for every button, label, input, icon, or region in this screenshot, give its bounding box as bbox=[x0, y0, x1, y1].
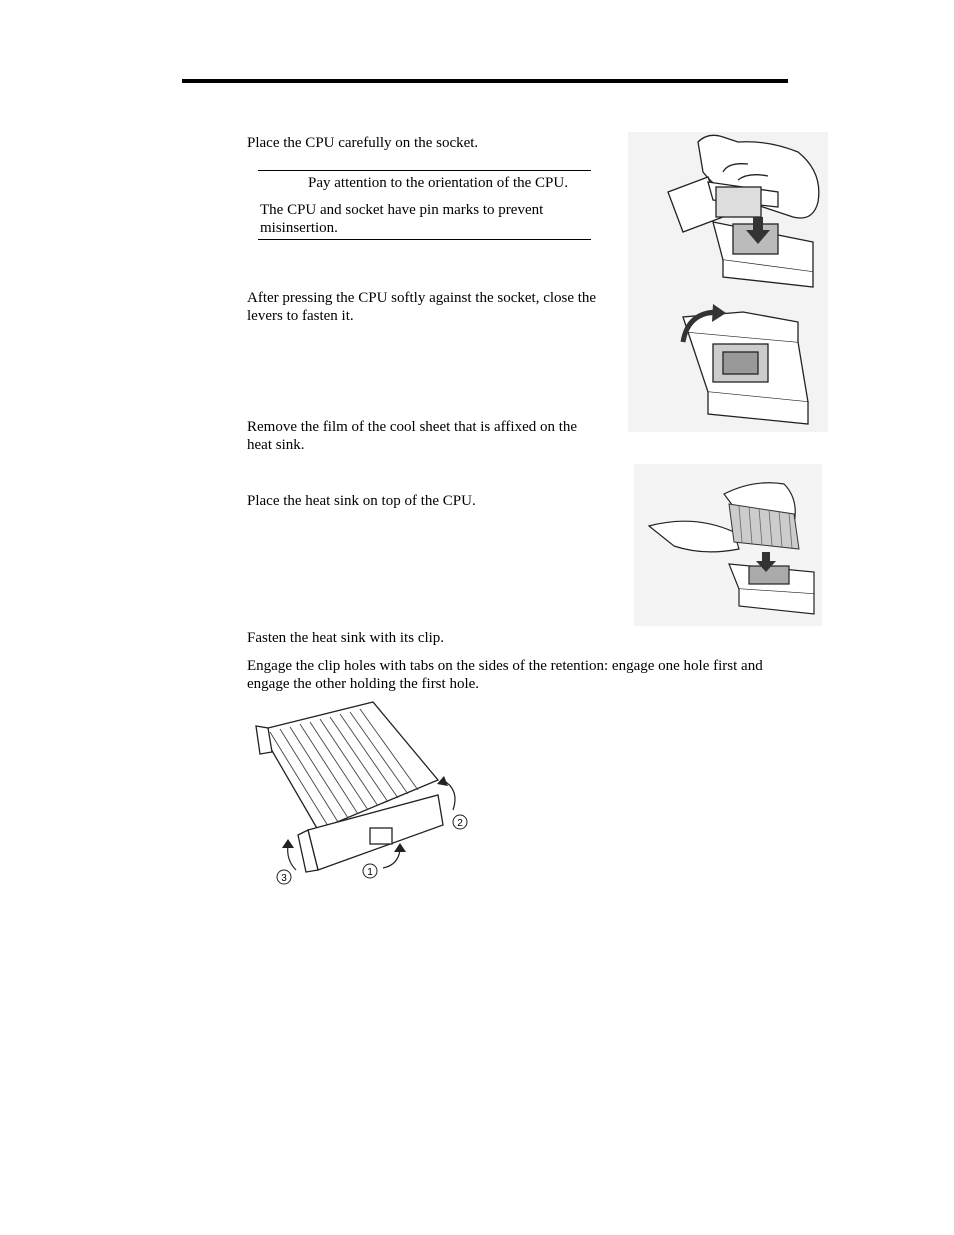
step-place-cpu: Place the CPU carefully on the socket. bbox=[247, 135, 479, 151]
step-marker-1: 1 bbox=[367, 867, 373, 878]
header-rule bbox=[182, 79, 788, 83]
cpu-socket-figure bbox=[628, 132, 828, 432]
heatsink-placement-figure bbox=[634, 464, 822, 626]
step-fasten-clip: Fasten the heat sink with its clip. bbox=[247, 630, 445, 646]
step-marker-2: 2 bbox=[457, 818, 463, 829]
step-close-levers: After pressing the CPU softly against the socket, close the levers to fasten it. bbox=[247, 290, 597, 324]
step-engage-holes: Engage the clip holes with tabs on the sides of the retention: engage one hole first and engage the other holding the first hole. bbox=[247, 658, 763, 692]
step-remove-film: Remove the film of the cool sheet that is affixed on the heat sink. bbox=[247, 419, 578, 453]
orientation-note bbox=[258, 170, 591, 240]
step-marker-3: 3 bbox=[281, 873, 287, 884]
step-place-heatsink: Place the heat sink on top of the CPU. bbox=[247, 493, 476, 509]
note-title: Pay attention to the orientation of the CPU. bbox=[308, 175, 568, 191]
note-body: The CPU and socket have pin marks to prevent misinsertion. bbox=[260, 202, 544, 236]
clip-fastening-figure bbox=[248, 700, 470, 886]
